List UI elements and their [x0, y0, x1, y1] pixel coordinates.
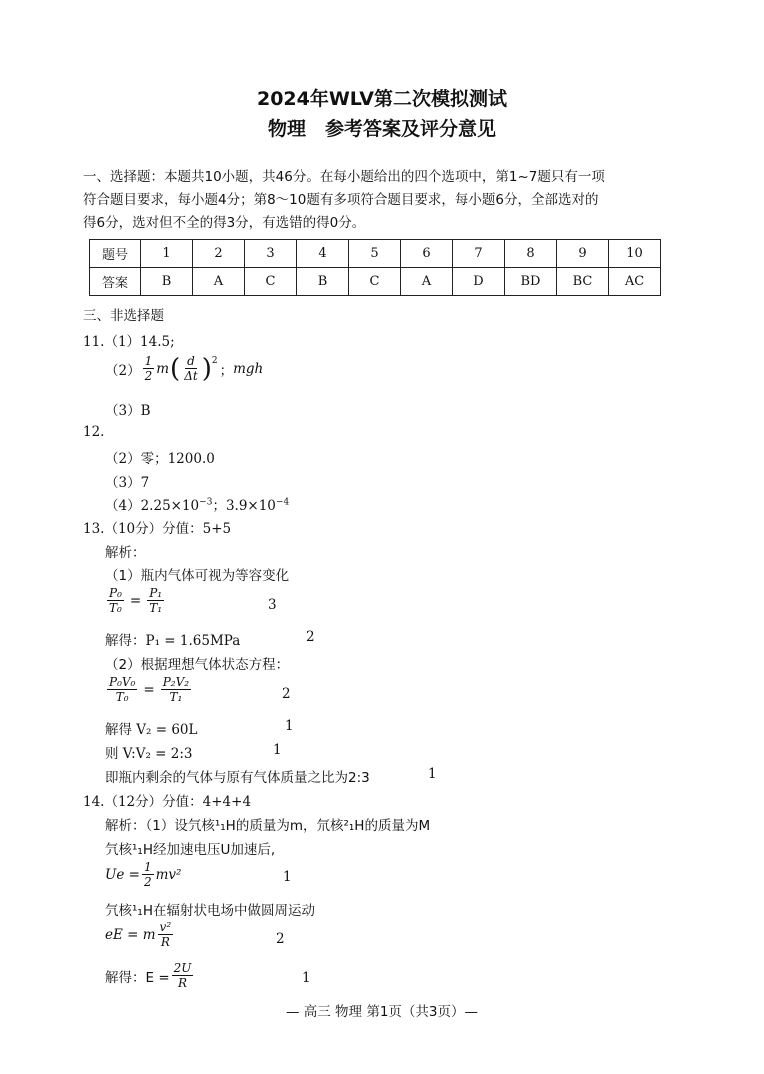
fraction-denominator: 2	[144, 369, 153, 383]
q11-separator: ；	[219, 362, 234, 379]
equals-icon: =	[143, 681, 155, 698]
table-cell-answer: A	[193, 268, 245, 296]
q13-part2: （2）根据理想气体状态方程：	[105, 657, 290, 673]
q13-conclusion-score: 1	[428, 766, 437, 782]
q12-part2: （2）零；1200.0	[105, 451, 215, 467]
q13-solution-2: 解得 V₂ = 60L	[105, 722, 198, 738]
q13-conclusion: 即瓶内剩余的气体与原有气体质量之比为2:3	[105, 770, 370, 786]
table-cell-number: 8	[505, 240, 557, 268]
answer-table-number-row	[90, 240, 661, 268]
table-cell-answer: BC	[557, 268, 609, 296]
q14-circular-motion-text: 氕核¹₁H在辐射状电场中做圆周运动	[105, 903, 315, 919]
q13-heading: 13.（10分）分值：5+5	[83, 521, 232, 537]
q13-sol1-score: 2	[306, 629, 315, 645]
fraction-numerator: 1	[144, 354, 153, 368]
table-cell-number: 4	[297, 240, 349, 268]
table-cell-number: 2	[193, 240, 245, 268]
section-1-intro	[83, 166, 683, 235]
equals-icon: =	[129, 592, 142, 609]
table-cell-answer: BD	[505, 268, 557, 296]
answer-table-answer-row	[90, 268, 661, 296]
q14-eq1-left: Ue =	[105, 866, 140, 883]
fraction-numerator: P₁	[149, 586, 163, 600]
table-cell-answer: D	[453, 268, 505, 296]
q12-part4	[105, 494, 289, 514]
fraction-numerator: P₀V₀	[109, 675, 136, 689]
q13-ratio-score: 1	[273, 742, 282, 758]
answer-table	[89, 239, 661, 296]
q14-eq1-score: 1	[283, 869, 292, 885]
right-paren-icon: )	[201, 353, 212, 384]
fraction-numerator: v²	[159, 920, 172, 934]
fraction-denominator: Δt	[184, 369, 198, 383]
q14-eq2-score: 2	[276, 931, 285, 947]
q14-eq2-fraction	[158, 920, 174, 949]
q14-equation-1	[105, 860, 181, 889]
q12-value-a: 2.25×10	[140, 498, 200, 514]
q13-sol2-score: 1	[285, 718, 294, 734]
q11-part2	[105, 354, 263, 383]
fraction-numerator: d	[187, 354, 195, 368]
q14-acceleration-text: 氕核¹₁H经加速电压U加速后,	[105, 842, 276, 858]
q13-eq2-left-fraction	[107, 675, 137, 704]
page-subtitle: 物理 参考答案及评分意见	[267, 118, 496, 140]
section-1-line-2: 符合题目要求，每小题4分；第8～10题有多项符合题目要求，每小题6分，全部选对的	[83, 192, 599, 208]
q13-equation-1	[105, 586, 166, 615]
q12-value-a-exponent: −3	[199, 497, 213, 508]
q13-eq2-right-fraction	[161, 675, 191, 704]
q11-part3: （3）B	[105, 403, 151, 419]
section-3-heading: 三、非选择题	[83, 308, 164, 324]
left-paren-icon: (	[170, 353, 181, 384]
fraction-numerator: 2U	[173, 961, 192, 975]
table-header-number: 题号	[90, 240, 141, 268]
q14-heading: 14.（12分）分值：4+4+4	[83, 794, 252, 810]
q12-number: 12.	[83, 424, 105, 440]
q13-eq1-score: 3	[268, 597, 277, 613]
page-title: 2024年WLV第二次模拟测试	[256, 88, 508, 110]
q12-part3: （3）7	[105, 475, 150, 491]
q13-eq2-score: 2	[282, 686, 291, 702]
q11-mass-symbol: m	[156, 360, 170, 377]
q14-eq1-half-fraction	[142, 860, 154, 889]
table-cell-answer: AC	[609, 268, 661, 296]
q12-part4-label: （4）	[105, 498, 141, 514]
table-cell-number: 7	[453, 240, 505, 268]
q11-velocity-fraction	[182, 354, 200, 383]
table-cell-number: 10	[609, 240, 661, 268]
fraction-numerator: 1	[143, 860, 152, 874]
fraction-denominator: R	[177, 976, 188, 990]
q14-solution-left: 解得：E =	[105, 969, 170, 986]
table-cell-number: 5	[349, 240, 401, 268]
q12-value-b: 3.9×10	[225, 498, 276, 514]
table-cell-number: 3	[245, 240, 297, 268]
q14-solution-fraction	[172, 961, 194, 990]
page-footer: — 高三 物理 第1页（共3页）—	[285, 1004, 479, 1020]
q11-part2-label: （2）	[105, 362, 141, 379]
table-header-answer: 答案	[90, 268, 141, 296]
q11-part1: 11.（1）14.5;	[83, 334, 175, 350]
table-cell-answer: C	[245, 268, 297, 296]
q14-eq2-left: eE = m	[105, 926, 156, 943]
section-1-line-1: 一、选择题：本题共10小题，共46分。在每小题给出的四个选项中，第1~7题只有一项	[83, 169, 605, 185]
q14-solution-score: 1	[302, 970, 311, 986]
q13-part1: （1）瓶内气体可视为等容变化	[105, 568, 290, 584]
table-cell-number: 6	[401, 240, 453, 268]
table-cell-answer: B	[297, 268, 349, 296]
q13-equation-2	[105, 675, 193, 704]
table-cell-answer: B	[141, 268, 193, 296]
fraction-numerator: P₂V₂	[162, 675, 190, 689]
q13-ratio: 则 V:V₂ = 2:3	[105, 746, 193, 762]
fraction-denominator: T₀	[115, 690, 129, 704]
q13-eq1-right-fraction	[147, 586, 164, 615]
q11-half-fraction	[143, 354, 155, 383]
fraction-denominator: T₀	[109, 601, 122, 615]
q14-solution	[105, 961, 195, 990]
fraction-denominator: T₁	[149, 601, 163, 615]
q12-separator: ；	[212, 498, 226, 514]
q11-square-exponent: 2	[211, 356, 218, 366]
section-1-line-3: 得6分，选对但不全的得3分，有选错的得0分。	[83, 215, 366, 231]
table-cell-number: 1	[141, 240, 193, 268]
q14-equation-2	[105, 920, 175, 949]
table-cell-answer: C	[349, 268, 401, 296]
fraction-denominator: 2	[143, 875, 152, 889]
q11-mgh: mgh	[233, 360, 264, 377]
q14-analysis: 解析：（1）设氕核¹₁H的质量为m，氘核²₁H的质量为M	[105, 818, 431, 834]
q13-solution-1: 解得：P₁ = 1.65MPa	[105, 633, 241, 649]
q14-eq1-right: mv²	[155, 866, 182, 883]
q13-eq1-left-fraction	[107, 586, 124, 615]
fraction-numerator: P₀	[109, 586, 122, 600]
fraction-denominator: R	[160, 935, 170, 949]
table-cell-number: 9	[557, 240, 609, 268]
fraction-denominator: T₁	[169, 690, 183, 704]
table-cell-answer: A	[401, 268, 453, 296]
q13-analysis-label: 解析：	[105, 545, 146, 561]
q12-value-b-exponent: −4	[275, 497, 290, 508]
